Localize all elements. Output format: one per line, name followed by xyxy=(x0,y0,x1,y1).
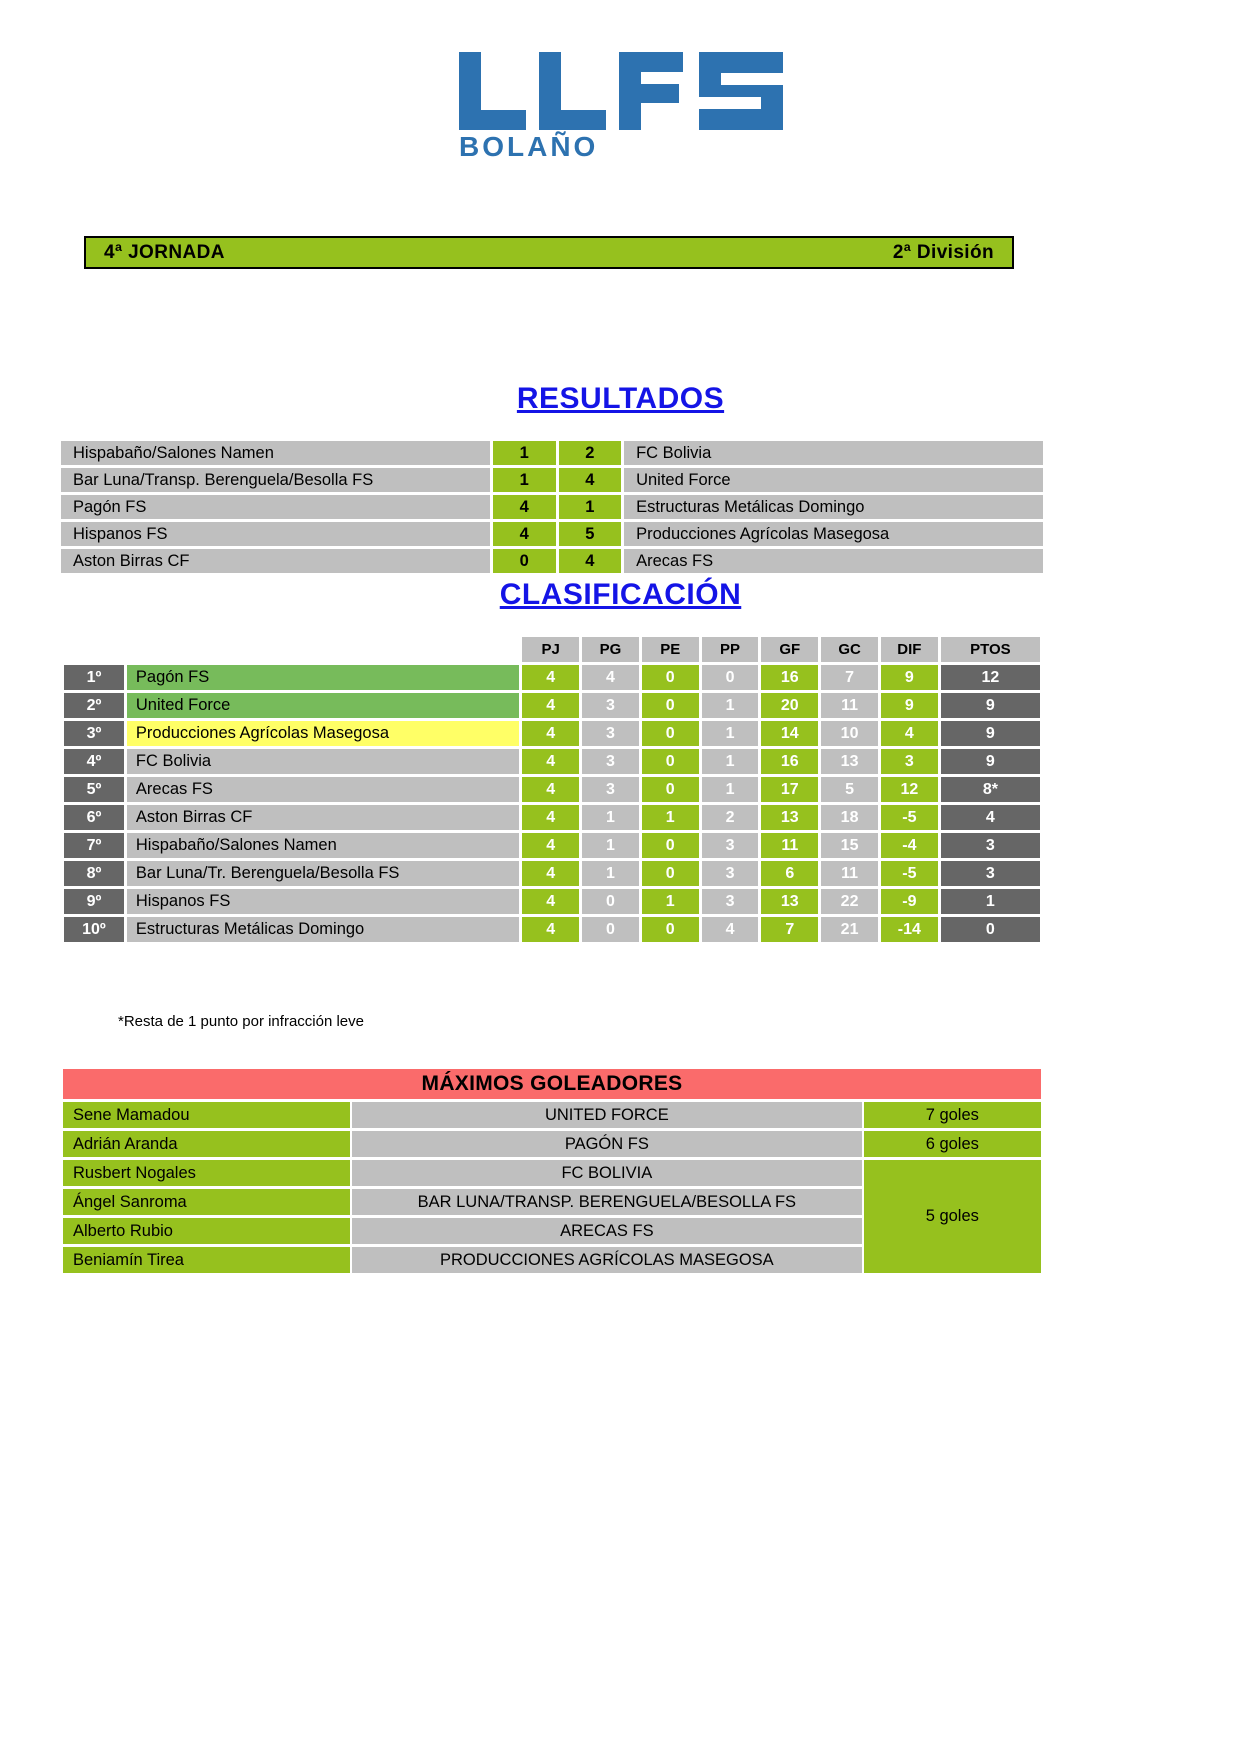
standings-position: 9º xyxy=(64,889,124,914)
standings-pp: 3 xyxy=(702,833,759,858)
standings-pp: 3 xyxy=(702,861,759,886)
table-row xyxy=(64,833,1040,858)
table-row xyxy=(64,805,1040,830)
standings-dif: -9 xyxy=(881,889,938,914)
standings-dif: 9 xyxy=(881,693,938,718)
table-row xyxy=(61,441,1043,465)
standings-pg: 1 xyxy=(582,833,639,858)
result-home-goals: 1 xyxy=(493,468,556,492)
result-away-team: FC Bolivia xyxy=(624,441,1043,465)
result-away-team: Estructuras Metálicas Domingo xyxy=(624,495,1043,519)
standings-gc: 21 xyxy=(821,917,878,942)
clasificacion-table xyxy=(61,634,1043,945)
column-header-pp: PP xyxy=(702,637,759,662)
standings-position: 6º xyxy=(64,805,124,830)
table-row xyxy=(64,861,1040,886)
standings-gf: 13 xyxy=(761,889,818,914)
standings-team-name: Hispanos FS xyxy=(127,889,519,914)
column-header-gc: GC xyxy=(821,637,878,662)
result-away-team: Producciones Agrícolas Masegosa xyxy=(624,522,1043,546)
standings-team-name: Producciones Agrícolas Masegosa xyxy=(127,721,519,746)
standings-position: 4º xyxy=(64,749,124,774)
standings-gf: 11 xyxy=(761,833,818,858)
standings-gc: 13 xyxy=(821,749,878,774)
scorer-team: UNITED FORCE xyxy=(352,1102,862,1128)
result-away-goals: 4 xyxy=(559,468,622,492)
scorer-team: FC BOLIVIA xyxy=(352,1160,862,1186)
standings-team-name: Estructuras Metálicas Domingo xyxy=(127,917,519,942)
standings-pp: 3 xyxy=(702,889,759,914)
standings-gc: 11 xyxy=(821,861,878,886)
standings-pe: 1 xyxy=(642,805,699,830)
standings-points: 4 xyxy=(941,805,1040,830)
standings-pe: 0 xyxy=(642,665,699,690)
standings-pp: 1 xyxy=(702,693,759,718)
scorer-name: Alberto Rubio xyxy=(63,1218,350,1244)
result-away-goals: 4 xyxy=(559,549,622,573)
standings-gf: 17 xyxy=(761,777,818,802)
result-home-team: Hispabaño/Salones Namen xyxy=(61,441,490,465)
list-item xyxy=(63,1160,1041,1186)
standings-pe: 0 xyxy=(642,917,699,942)
standings-pj: 4 xyxy=(522,861,579,886)
standings-points: 3 xyxy=(941,833,1040,858)
scorer-name: Adrián Aranda xyxy=(63,1131,350,1157)
standings-points: 8* xyxy=(941,777,1040,802)
table-header-row xyxy=(64,637,1040,662)
llfs-bolano-logo xyxy=(451,38,791,163)
table-row xyxy=(64,693,1040,718)
column-header-ptos: PTOS xyxy=(941,637,1040,662)
table-row xyxy=(64,777,1040,802)
scorer-name: Sene Mamadou xyxy=(63,1102,350,1128)
clasificacion-footnote: *Resta de 1 punto por infracción leve xyxy=(118,1013,364,1030)
standings-points: 0 xyxy=(941,917,1040,942)
standings-gf: 14 xyxy=(761,721,818,746)
result-home-goals: 0 xyxy=(493,549,556,573)
standings-team-name: FC Bolivia xyxy=(127,749,519,774)
standings-pj: 4 xyxy=(522,805,579,830)
result-home-team: Bar Luna/Transp. Berenguela/Besolla FS xyxy=(61,468,490,492)
standings-pp: 2 xyxy=(702,805,759,830)
standings-pp: 1 xyxy=(702,777,759,802)
logo-subtitle-text: BOLAÑO xyxy=(458,131,598,162)
table-row xyxy=(64,917,1040,942)
goleadores-title-row xyxy=(63,1069,1041,1099)
standings-dif: -5 xyxy=(881,861,938,886)
standings-gc: 7 xyxy=(821,665,878,690)
table-row xyxy=(64,889,1040,914)
standings-dif: 4 xyxy=(881,721,938,746)
list-item xyxy=(63,1131,1041,1157)
standings-points: 9 xyxy=(941,693,1040,718)
standings-gc: 5 xyxy=(821,777,878,802)
table-row xyxy=(61,495,1043,519)
standings-points: 12 xyxy=(941,665,1040,690)
table-row xyxy=(61,522,1043,546)
table-row xyxy=(61,468,1043,492)
column-header-gf: GF xyxy=(761,637,818,662)
standings-team-name: Arecas FS xyxy=(127,777,519,802)
standings-gc: 22 xyxy=(821,889,878,914)
list-item xyxy=(63,1102,1041,1128)
standings-pj: 4 xyxy=(522,917,579,942)
result-home-team: Hispanos FS xyxy=(61,522,490,546)
standings-pg: 3 xyxy=(582,749,639,774)
standings-pe: 0 xyxy=(642,777,699,802)
standings-pg: 1 xyxy=(582,805,639,830)
standings-position: 1º xyxy=(64,665,124,690)
standings-team-name: Aston Birras CF xyxy=(127,805,519,830)
standings-team-name: Bar Luna/Tr. Berenguela/Besolla FS xyxy=(127,861,519,886)
goleadores-table xyxy=(61,1066,1043,1276)
resultados-title: RESULTADOS xyxy=(516,382,725,415)
standings-gf: 16 xyxy=(761,749,818,774)
scorer-team: ARECAS FS xyxy=(352,1218,862,1244)
standings-points: 1 xyxy=(941,889,1040,914)
result-away-goals: 1 xyxy=(559,495,622,519)
table-row xyxy=(64,749,1040,774)
jornada-header-bar xyxy=(84,236,1014,269)
standings-gf: 6 xyxy=(761,861,818,886)
standings-gc: 10 xyxy=(821,721,878,746)
standings-points: 3 xyxy=(941,861,1040,886)
standings-pp: 1 xyxy=(702,721,759,746)
standings-pj: 4 xyxy=(522,833,579,858)
standings-pg: 0 xyxy=(582,917,639,942)
standings-pg: 1 xyxy=(582,861,639,886)
column-header-pe: PE xyxy=(642,637,699,662)
scorer-name: Ángel Sanroma xyxy=(63,1189,350,1215)
result-home-goals: 1 xyxy=(493,441,556,465)
scorer-name: Beniamín Tirea xyxy=(63,1247,350,1273)
division-label: 2ª División xyxy=(892,241,994,263)
standings-pe: 0 xyxy=(642,749,699,774)
standings-team-name: Pagón FS xyxy=(127,665,519,690)
standings-team-name: Hispabaño/Salones Namen xyxy=(127,833,519,858)
standings-position: 10º xyxy=(64,917,124,942)
standings-position: 8º xyxy=(64,861,124,886)
column-header-pg: PG xyxy=(582,637,639,662)
standings-pe: 0 xyxy=(642,833,699,858)
standings-pe: 0 xyxy=(642,693,699,718)
standings-points: 9 xyxy=(941,749,1040,774)
standings-pg: 4 xyxy=(582,665,639,690)
scorer-team: PAGÓN FS xyxy=(352,1131,862,1157)
result-away-team: Arecas FS xyxy=(624,549,1043,573)
standings-pj: 4 xyxy=(522,721,579,746)
scorer-goals-group: 5 goles xyxy=(864,1160,1041,1273)
standings-dif: 9 xyxy=(881,665,938,690)
standings-pj: 4 xyxy=(522,889,579,914)
table-row xyxy=(64,721,1040,746)
result-home-team: Pagón FS xyxy=(61,495,490,519)
scorer-team: BAR LUNA/TRANSP. BERENGUELA/BESOLLA FS xyxy=(352,1189,862,1215)
standings-team-name: United Force xyxy=(127,693,519,718)
standings-pp: 0 xyxy=(702,665,759,690)
jornada-label: 4ª JORNADA xyxy=(104,241,225,263)
standings-gf: 13 xyxy=(761,805,818,830)
scorer-team: PRODUCCIONES AGRÍCOLAS MASEGOSA xyxy=(352,1247,862,1273)
column-header-dif: DIF xyxy=(881,637,938,662)
standings-gc: 11 xyxy=(821,693,878,718)
standings-dif: -4 xyxy=(881,833,938,858)
standings-position: 2º xyxy=(64,693,124,718)
standings-gf: 7 xyxy=(761,917,818,942)
logo-icon xyxy=(451,38,791,163)
standings-gf: 16 xyxy=(761,665,818,690)
standings-pg: 3 xyxy=(582,777,639,802)
result-home-goals: 4 xyxy=(493,495,556,519)
standings-position: 3º xyxy=(64,721,124,746)
standings-pj: 4 xyxy=(522,749,579,774)
standings-pe: 0 xyxy=(642,721,699,746)
scorer-goals: 7 goles xyxy=(864,1102,1041,1128)
standings-dif: -14 xyxy=(881,917,938,942)
table-row xyxy=(61,549,1043,573)
standings-pp: 4 xyxy=(702,917,759,942)
standings-pj: 4 xyxy=(522,665,579,690)
standings-gf: 20 xyxy=(761,693,818,718)
standings-gc: 15 xyxy=(821,833,878,858)
standings-pj: 4 xyxy=(522,777,579,802)
standings-pg: 0 xyxy=(582,889,639,914)
standings-pp: 1 xyxy=(702,749,759,774)
goleadores-title: MÁXIMOS GOLEADORES xyxy=(63,1069,1041,1099)
standings-pe: 0 xyxy=(642,861,699,886)
scorer-goals: 6 goles xyxy=(864,1131,1041,1157)
standings-dif: -5 xyxy=(881,805,938,830)
column-header-pj: PJ xyxy=(522,637,579,662)
logo-container xyxy=(0,0,1241,168)
header-blank-team xyxy=(127,637,519,662)
result-home-goals: 4 xyxy=(493,522,556,546)
standings-pj: 4 xyxy=(522,693,579,718)
standings-pg: 3 xyxy=(582,693,639,718)
result-away-goals: 2 xyxy=(559,441,622,465)
standings-position: 5º xyxy=(64,777,124,802)
clasificacion-title: CLASIFICACIÓN xyxy=(499,578,742,611)
scorer-name: Rusbert Nogales xyxy=(63,1160,350,1186)
standings-pg: 3 xyxy=(582,721,639,746)
resultados-table xyxy=(61,438,1043,576)
standings-dif: 12 xyxy=(881,777,938,802)
table-row xyxy=(64,665,1040,690)
result-away-goals: 5 xyxy=(559,522,622,546)
standings-gc: 18 xyxy=(821,805,878,830)
standings-points: 9 xyxy=(941,721,1040,746)
result-home-team: Aston Birras CF xyxy=(61,549,490,573)
standings-dif: 3 xyxy=(881,749,938,774)
standings-position: 7º xyxy=(64,833,124,858)
header-blank-pos xyxy=(64,637,124,662)
result-away-team: United Force xyxy=(624,468,1043,492)
standings-pe: 1 xyxy=(642,889,699,914)
